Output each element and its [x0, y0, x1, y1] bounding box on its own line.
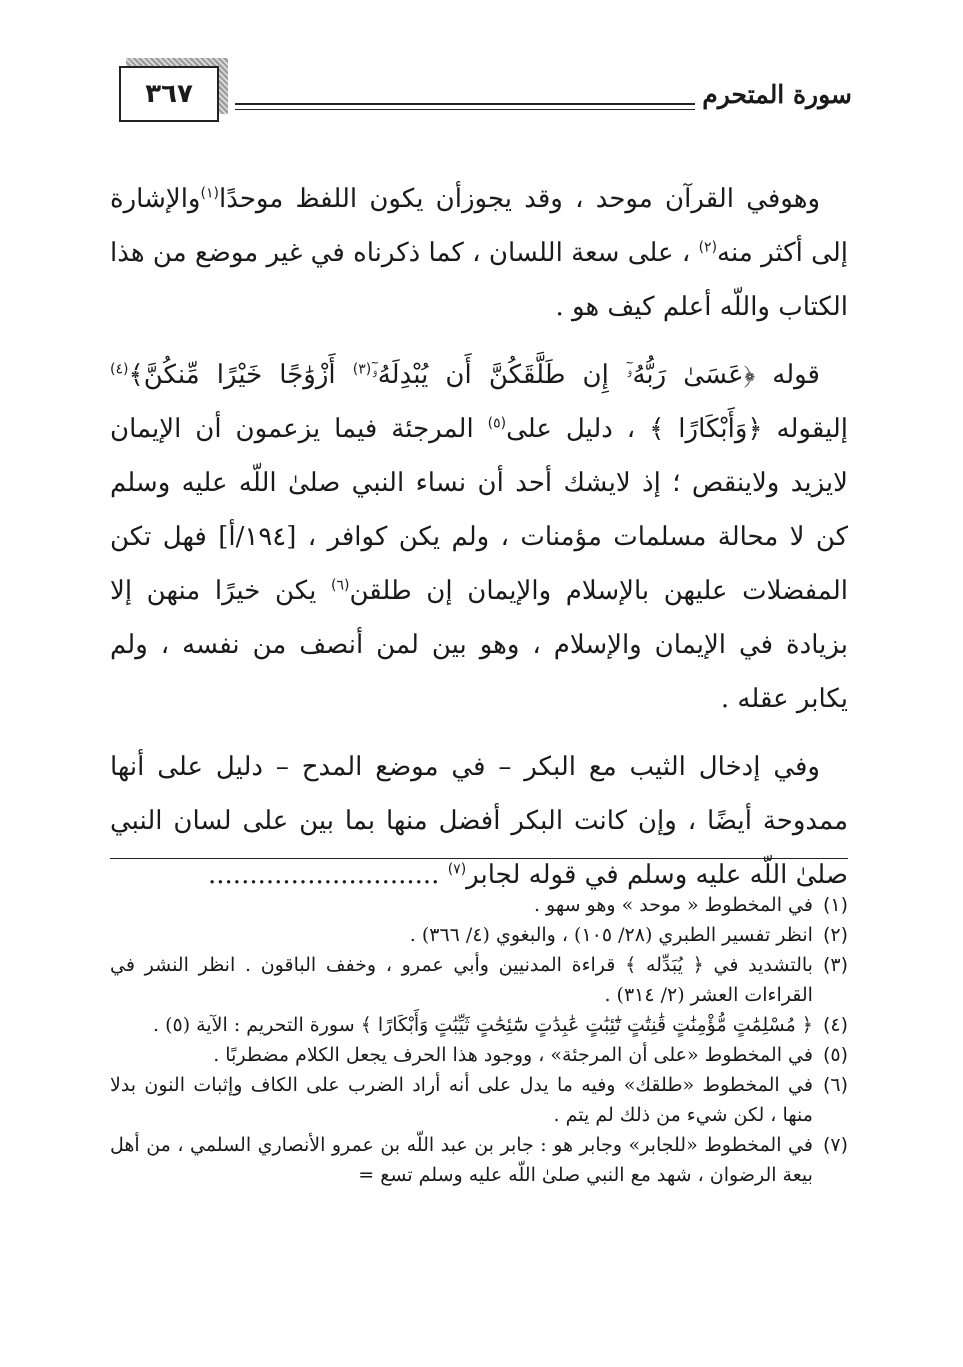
footnote-text: بالتشديد في ﴿ يُبَدِّله ﴾ قراءة المدنيين وأبي عمرو ، وخفف الباقون . انظر النشر في القراءات العشر (٢/ ٣١٤) . [110, 954, 813, 1006]
footnote-text: انظر تفسير الطبري (٢٨/ ١٠٥) ، والبغوي (٤/ ٣٦٦) . [409, 924, 813, 946]
text-segment: يكن خيرًا منهن إلا بزيادة في الإيمان والإسلام ، وهو بين لمن أنصف من نفسه ، ولم يكابر عقله . [110, 576, 848, 714]
text-segment: وفي إدخال الثيب مع البكر – في موضع المدح – دليل على أنها ممدوحة أيضًا ، وإن كانت البكر أفضل منها بما بين على لسان النبي صلىٰ اللّه عليه وسلم في قوله لجابر [110, 752, 848, 890]
footnote-number: (٧) [822, 1134, 848, 1156]
text-segment: والإشارة إلى أكثر منه [110, 184, 848, 268]
footnote-number: (٣) [822, 954, 848, 976]
paragraph-1 [110, 172, 848, 334]
page-header [100, 58, 852, 128]
header-rule-thick [235, 103, 695, 105]
footnote-4 [110, 1010, 848, 1040]
footnote-number: (٥) [822, 1044, 848, 1066]
footnote-text: ﴿ مُسْلِمَٰتٍ مُّؤْمِنَٰتٍ قَٰنِتَٰتٍ تَٰٓئِبَٰتٍ عَٰبِدَٰتٍ سَٰٓئِحَٰتٍ ثَيِّبَٰتٍ وَأَبْكَارًا ﴾ سورة التحريم : الآية (٥) . [153, 1014, 813, 1036]
footnote-separator [110, 858, 848, 859]
footnote-number: (٢) [822, 924, 848, 946]
continuation-dots: ............................ [208, 860, 440, 890]
running-title: سورة المتحرم [702, 80, 852, 109]
page-number: ٣٦٧ [119, 66, 219, 122]
header-rule-thin [235, 109, 695, 110]
footnotes [110, 890, 848, 1190]
footnote-3 [110, 950, 848, 1010]
footnote-number: (٤) [822, 1014, 848, 1036]
footnote-5 [110, 1040, 848, 1070]
footnote-1 [110, 890, 848, 920]
text-segment: وهوفي القرآن موحد ، وقد يجوزأن يكون اللفظ موحدًا [218, 184, 820, 214]
footnote-text: في المخطوط «طلقك» وفيه ما يدل على أنه أراد الضرب على الكاف وإثبات النون بدلا منها ، لكن شيء من ذلك لم يتم . [110, 1074, 813, 1126]
text-segment: قوله ﴿عَسَىٰ رَبُّهُۥٓ إِن طَلَّقَكُنَّ أَن يُبْدِلَهُۥٓ [371, 360, 820, 390]
footnote-mark: (٧) [447, 861, 467, 878]
text-segment: إليقوله ﴿وَأَبْكَارًا ﴾ ، دليل على [506, 414, 848, 444]
text-segment: أَزْوَٰجًا خَيْرًا مِّنكُنَّ﴾ [128, 360, 336, 390]
footnote-text: في المخطوط «للجابر» وجابر هو : جابر بن عبد اللّه بن عمرو الأنصاري السلمي ، من أهل بيعة الرضوان ، شهد مع النبي صلىٰ اللّه عليه وسلم تسع = [110, 1134, 813, 1186]
main-text [110, 172, 848, 916]
paragraph-3 [110, 740, 848, 902]
footnote-number: (٦) [822, 1074, 848, 1096]
footnote-mark: (١) [200, 185, 219, 202]
text-segment: ، على سعة اللسان ، كما ذكرناه في غير موضع من هذا الكتاب واللّه أعلم كيف هو . [110, 238, 848, 322]
footnote-text: في المخطوط «على أن المرجئة» ، ووجود هذا الحرف يجعل الكلام مضطربًا . [213, 1044, 813, 1066]
footnote-2 [110, 920, 848, 950]
footnote-mark: (٢) [698, 239, 718, 256]
footnote-mark: (٦) [330, 577, 350, 594]
footnote-7 [110, 1130, 848, 1190]
footnote-6 [110, 1070, 848, 1130]
footnote-number: (١) [822, 894, 848, 916]
footnote-text: في المخطوط « موحد » وهو سهو . [533, 894, 813, 916]
text-segment: المرجئة فيما يزعمون أن الإيمان لايزيد ولاينقص ؛ إذ لايشك أحد أن نساء النبي صلىٰ اللّه عليه وسلم كن لا محالة مسلمات مؤمنات ، ولم يكن كوافر ، [١٩٤/أ] فهل تكن المفضلات عليهن بالإسلام والإيمان إن طلقن [110, 414, 848, 606]
paragraph-2 [110, 348, 848, 726]
footnote-mark: (٥) [487, 415, 507, 432]
footnote-mark: (٣) [352, 361, 372, 378]
footnote-mark: (٤) [110, 361, 129, 378]
